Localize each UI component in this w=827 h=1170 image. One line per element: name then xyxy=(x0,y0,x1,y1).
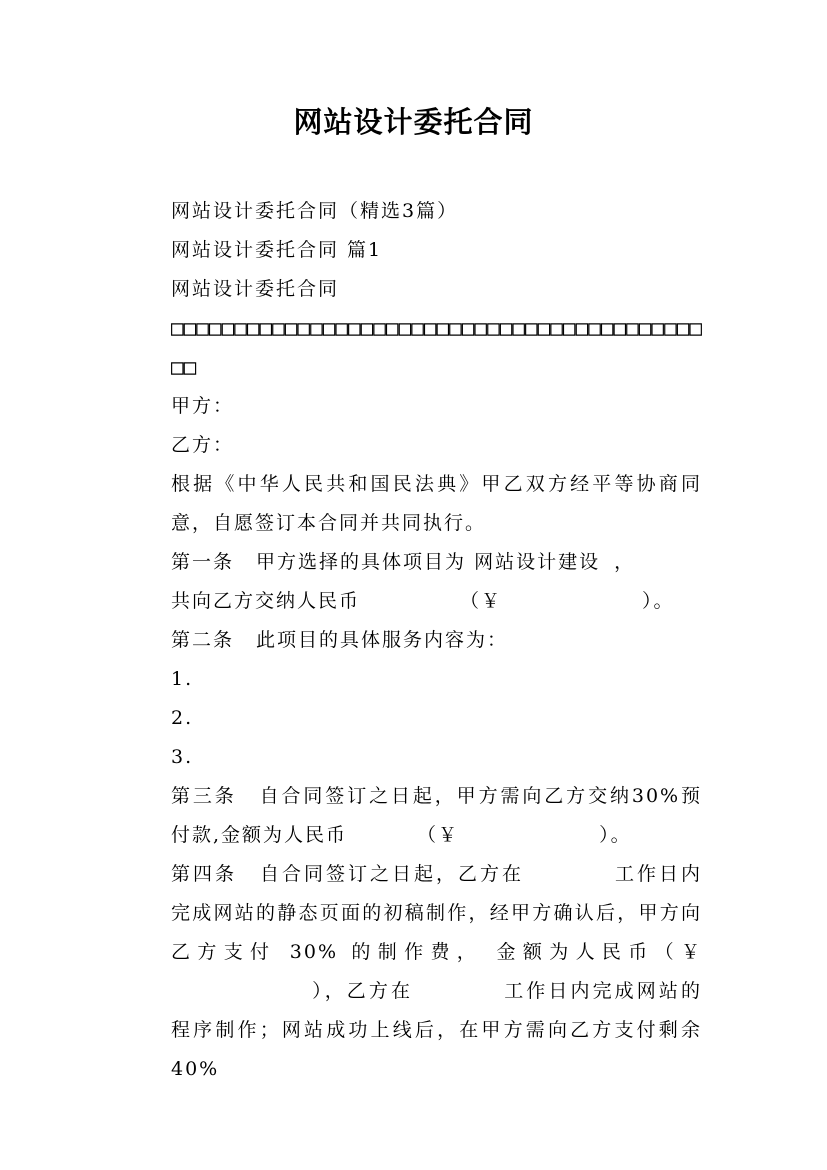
article-4 xyxy=(127,855,702,1089)
payment-line-1 xyxy=(127,582,702,621)
article-4-yen: （￥ xyxy=(654,941,702,963)
article-3-close: ）。 xyxy=(599,824,632,846)
list-item: 3. xyxy=(171,746,194,768)
article-3-text: 自合同签订之日起，甲方需向乙方交纳30%预付款,金额为人民币 xyxy=(171,785,702,846)
article-2-text: 此项目的具体服务内容为： xyxy=(256,629,509,651)
article-1-label: 第一条 xyxy=(171,551,235,573)
party-a-line: 甲方： xyxy=(171,395,235,417)
document-body xyxy=(127,192,702,1089)
article-4-text-d: ），乙方在 xyxy=(311,980,414,1002)
payment-1-yen: （￥ xyxy=(460,590,503,612)
article-1-comma: ， xyxy=(614,551,636,573)
article-1-text: 甲方选择的具体项目为 xyxy=(256,551,467,573)
article-1-project: 网站设计建设 xyxy=(474,551,601,573)
article-4-text-b: 工作日内完成网站的静态页面的初稿制作，经甲方确认后，甲方向乙方支付 30% 的制作费， 金额为人民币 xyxy=(171,863,702,963)
article-3 xyxy=(127,777,702,855)
contract-name-line: 网站设计委托合同 xyxy=(171,278,340,300)
article-4-text-a: 自合同签订之日起，乙方在 xyxy=(259,863,524,885)
article-3-label: 第三条 xyxy=(171,785,237,807)
article-3-yen: （￥ xyxy=(417,824,460,846)
document-title: 网站设计委托合同 xyxy=(293,105,534,139)
subtitle-line: 网站设计委托合同（精选3篇） xyxy=(171,200,459,222)
article-4-label: 第四条 xyxy=(171,863,237,885)
article-2 xyxy=(127,621,702,660)
payment-1-close: ）。 xyxy=(642,590,675,612)
article-1 xyxy=(127,543,702,582)
article-2-label: 第二条 xyxy=(171,629,235,651)
intro-paragraph: 根据《中华人民共和国民法典》甲乙双方经平等协商同意，自愿签订本合同并共同执行。 xyxy=(171,473,702,534)
list-item: 2. xyxy=(171,707,194,729)
list-item: 1. xyxy=(171,668,194,690)
section-heading: 网站设计委托合同 篇1 xyxy=(171,239,383,261)
unrendered-text-boxes: □□□□□□□□□□□□□□□□□□□□□□□□□□□□□□□□□□□□□□□□□□□□ xyxy=(171,316,703,379)
payment-1-text: 共向乙方交纳人民币 xyxy=(171,590,361,612)
article-4-text-e: 工作日内完成网站的程序制作；网站成功上线后，在甲方需向乙方支付剩余40% xyxy=(171,980,702,1080)
party-b-line: 乙方： xyxy=(171,434,235,456)
